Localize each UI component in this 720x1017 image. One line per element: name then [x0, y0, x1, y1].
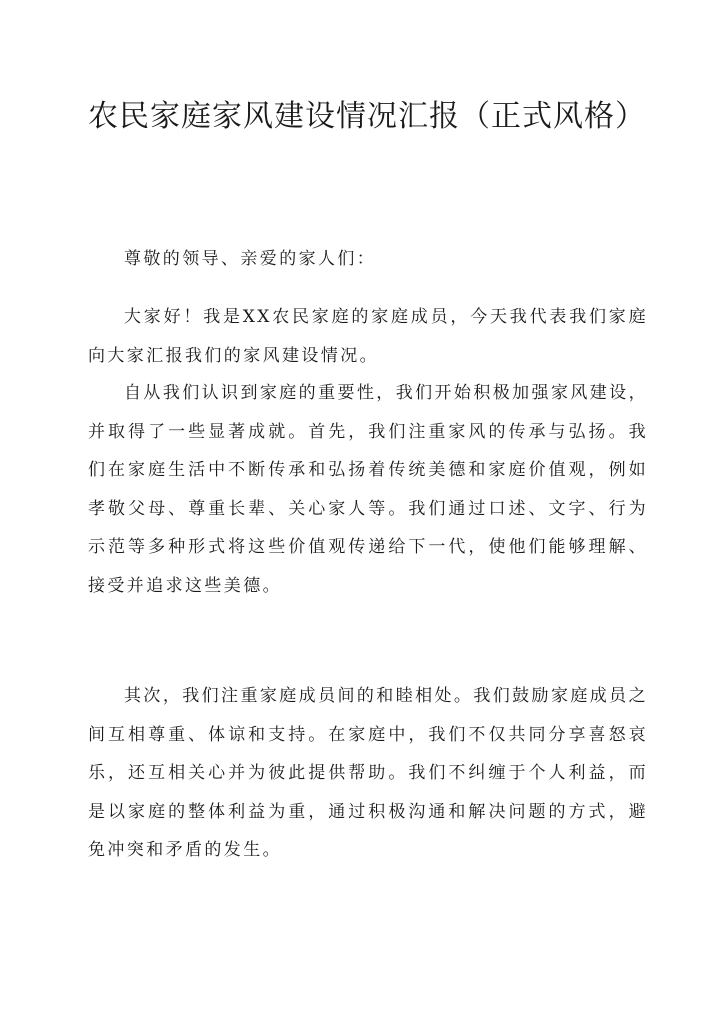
intro-paragraph: 大家好！我是XX农民家庭的家庭成员，今天我代表我们家庭向大家汇报我们的家风建设情况。: [88, 307, 648, 366]
greeting-paragraph: 尊敬的领导、亲爱的家人们：: [124, 249, 377, 269]
document-title: 农民家庭家风建设情况汇报（正式风格）: [88, 99, 646, 134]
body-paragraph-first: 自从我们认识到家庭的重要性，我们开始积极加强家风建设，并取得了一些显著成就。首先，我们注重家风的传承与弘扬。我们在家庭生活中不断传承和弘扬着传统美德和家庭价值观，例如孝敬父母、尊重长辈、关心家人等。我们通过口述、文字、行为示范等多种形式将这些价值观传递给下一代，使他们能够理解、接受并追求这些美德。: [88, 383, 648, 596]
body-paragraph-second: 其次，我们注重家庭成员间的和睦相处。我们鼓励家庭成员之间互相尊重、体谅和支持。在家庭中，我们不仅共同分享喜怒哀乐，还互相关心并为彼此提供帮助。我们不纠缠于个人利益，而是以家庭的整体利益为重，通过积极沟通和解决问题的方式，避免冲突和矛盾的发生。: [88, 686, 648, 861]
